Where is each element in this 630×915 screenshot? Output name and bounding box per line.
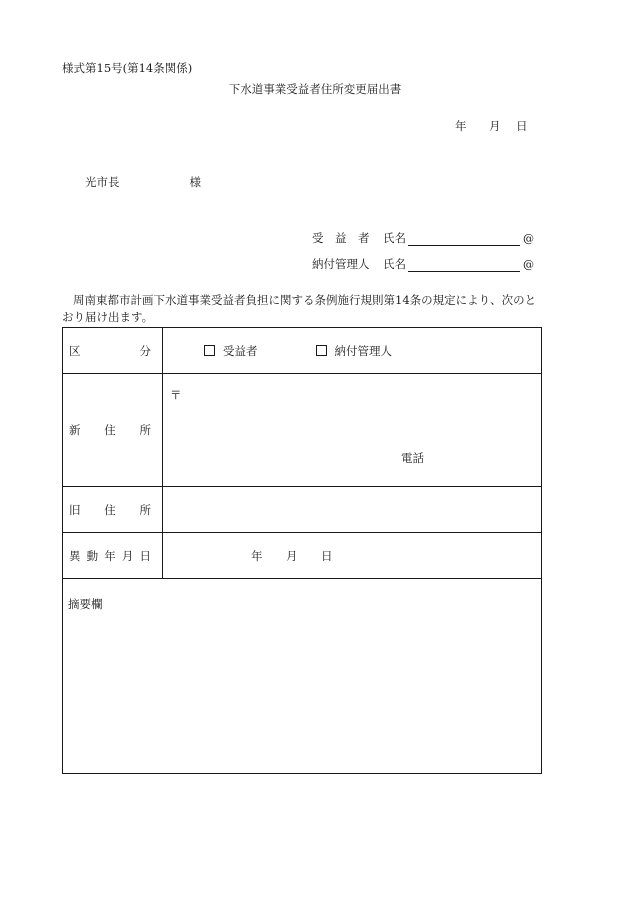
change-date-month-label: 月: [286, 548, 298, 563]
beneficiary-signature-row: [312, 230, 534, 246]
old-address-label: 旧 住 所: [63, 487, 163, 533]
old-address-field[interactable]: [163, 487, 542, 533]
date-month-label: 月: [489, 119, 501, 133]
category-row: [63, 328, 542, 374]
remarks-row: [63, 579, 542, 774]
payment-manager-role-label: 納付管理人: [312, 257, 370, 271]
change-date-label: 異 動 年 月 日: [63, 533, 163, 579]
change-date-field[interactable]: [163, 533, 542, 579]
form-number: 様式第15号(第14条関係): [62, 61, 193, 75]
old-address-row: [63, 487, 542, 533]
payment-manager-option-label: 納付管理人: [334, 343, 392, 358]
change-date-year-label: 年: [251, 548, 263, 563]
submission-date: [455, 118, 528, 134]
payment-manager-seal-mark: @: [523, 258, 534, 271]
change-date-row: [63, 533, 542, 579]
new-address-row: [63, 374, 542, 487]
new-address-field[interactable]: [163, 374, 542, 487]
addressee: [85, 174, 201, 190]
category-label: 区 分: [63, 328, 163, 374]
beneficiary-role-label: 受 益 者: [312, 231, 370, 245]
date-year-label: 年: [455, 119, 467, 133]
addressee-honorific: 様: [189, 175, 201, 189]
payment-manager-name-label: 氏名: [383, 257, 406, 271]
beneficiary-option-label: 受益者: [223, 343, 258, 358]
addressee-name: 光市長: [85, 175, 120, 189]
beneficiary-seal-mark: @: [523, 232, 534, 245]
remarks-label: 摘要欄: [68, 597, 103, 611]
payment-manager-checkbox[interactable]: [316, 345, 327, 356]
postal-code-mark: 〒: [170, 388, 182, 402]
intro-text: 周南東都市計画下水道事業受益者負担に関する条例施行規則第14条の規定により、次のとおり届け出ます。: [62, 293, 537, 324]
phone-label: 電話: [401, 451, 424, 465]
date-day-label: 日: [516, 119, 528, 133]
notification-form-table: [62, 327, 542, 774]
payment-manager-signature-row: [312, 256, 534, 272]
change-date-day-label: 日: [321, 548, 333, 563]
beneficiary-name-field[interactable]: [408, 231, 520, 246]
remarks-field[interactable]: [63, 579, 542, 774]
beneficiary-name-label: 氏名: [383, 231, 406, 245]
beneficiary-checkbox[interactable]: [204, 345, 215, 356]
payment-manager-name-field[interactable]: [408, 257, 520, 272]
document-title: 下水道事業受益者住所変更届出書: [228, 82, 402, 96]
new-address-label: 新 住 所: [63, 374, 163, 487]
category-options: [163, 328, 542, 374]
